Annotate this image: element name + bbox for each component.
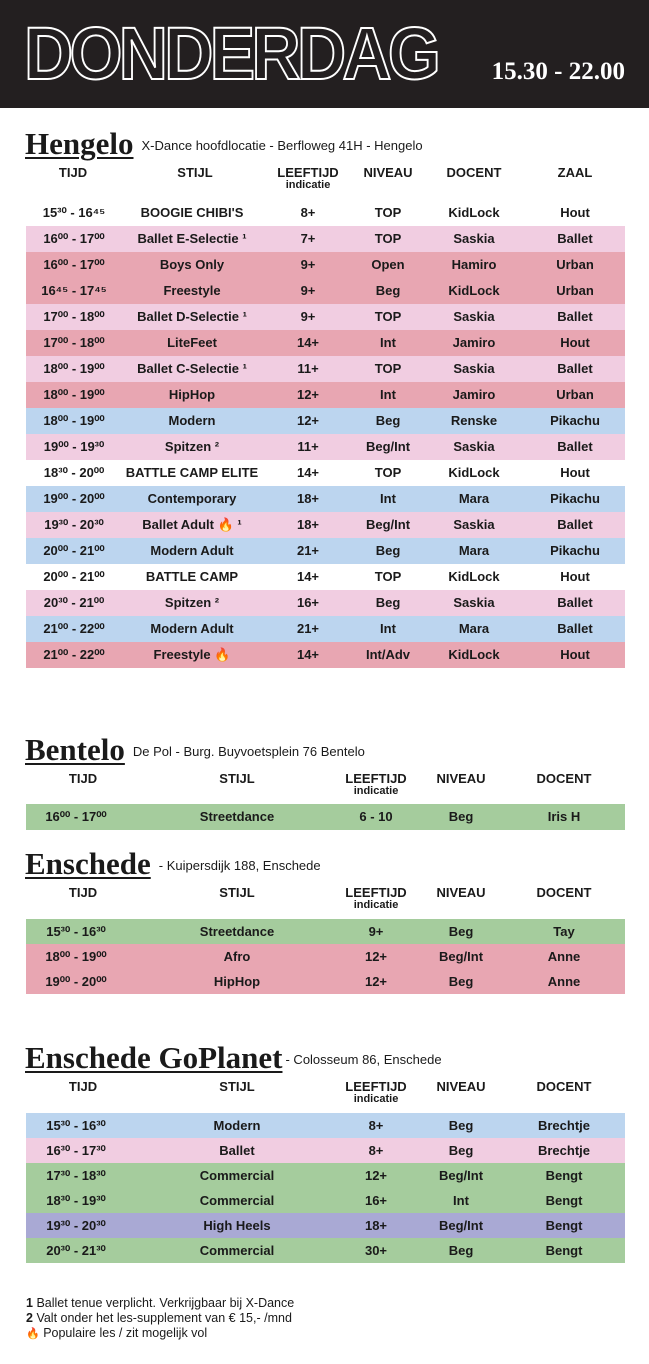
cell-tijd: 20³⁰ - 21³⁰ xyxy=(46,1243,106,1258)
cell-docent: KidLock xyxy=(448,283,500,298)
cell-niveau: Int/Adv xyxy=(365,647,411,662)
cell-zaal: Ballet xyxy=(557,309,593,324)
cell-tijd: 15³⁰ - 16⁴⁵ xyxy=(42,205,106,220)
cell-docent: Saskia xyxy=(453,361,495,376)
cell-niveau: TOP xyxy=(374,569,402,584)
time-range: 15.30 - 22.00 xyxy=(491,58,625,85)
table-row xyxy=(26,919,625,944)
table-row xyxy=(26,200,625,226)
cell-niveau: Beg xyxy=(448,1118,474,1133)
cell-tijd: 16³⁰ - 17³⁰ xyxy=(46,1143,106,1158)
flame-icon: 🔥 xyxy=(26,1328,40,1340)
col-header-leeftijd: LEEFTIJD indicatie xyxy=(345,1079,407,1105)
cell-leeftijd: 14+ xyxy=(296,465,320,480)
cell-leeftijd: 9+ xyxy=(300,283,316,298)
cell-leeftijd: 6 - 10 xyxy=(359,809,393,824)
cell-leeftijd: 21+ xyxy=(296,543,320,558)
cell-docent: Jamiro xyxy=(452,387,496,402)
city-title: Enschede GoPlanet - Colosseum 86, Enschede xyxy=(25,1040,442,1075)
cell-leeftijd: 21+ xyxy=(296,621,320,636)
cell-stijl: Modern Adult xyxy=(150,543,234,558)
cell-zaal: Ballet xyxy=(557,621,593,636)
cell-niveau: TOP xyxy=(374,231,402,246)
table-row xyxy=(26,408,625,434)
col-header-stijl: STIJL xyxy=(177,165,213,180)
city-title: Hengelo X-Dance hoofdlocatie - Berfloweg 41H - Hengelo xyxy=(25,126,423,161)
cell-niveau: Beg xyxy=(375,595,401,610)
col-header-leeftijd: LEEFTIJD indicatie xyxy=(345,771,407,797)
cell-docent: Saskia xyxy=(453,309,495,324)
day-title: DONDERDAG xyxy=(24,12,438,95)
cell-leeftijd: 7+ xyxy=(300,231,316,246)
cell-niveau: Beg/Int xyxy=(438,1218,484,1233)
cell-niveau: Int xyxy=(380,491,396,506)
cell-docent: Tay xyxy=(553,924,575,939)
table-row xyxy=(26,1238,625,1263)
cell-tijd: 19⁰⁰ - 19³⁰ xyxy=(43,439,105,454)
cell-leeftijd: 18+ xyxy=(364,1218,388,1233)
cell-niveau: Beg xyxy=(448,924,474,939)
col-header-stijl: STIJL xyxy=(219,885,255,900)
cell-tijd: 17³⁰ - 18³⁰ xyxy=(46,1168,106,1183)
table-row xyxy=(26,1163,625,1188)
cell-leeftijd: 11+ xyxy=(297,439,319,454)
location-text: De Pol - Burg. Buyvoetsplein 76 Bentelo xyxy=(132,744,365,759)
cell-docent: Mara xyxy=(458,621,490,636)
table-row xyxy=(26,969,625,994)
cell-tijd: 18⁰⁰ - 19⁰⁰ xyxy=(43,387,105,402)
cell-tijd: 16⁰⁰ - 17⁰⁰ xyxy=(45,809,107,824)
col-header-stijl: STIJL xyxy=(219,1079,255,1094)
cell-leeftijd: 9+ xyxy=(300,309,316,324)
table-row xyxy=(26,642,625,668)
table-row xyxy=(26,944,625,969)
cell-tijd: 17⁰⁰ - 18⁰⁰ xyxy=(43,335,105,350)
cell-zaal: Ballet xyxy=(557,517,593,532)
cell-tijd: 18⁰⁰ - 19⁰⁰ xyxy=(43,361,105,376)
cell-tijd: 15³⁰ - 16³⁰ xyxy=(46,1118,106,1133)
cell-leeftijd: 11+ xyxy=(297,361,319,376)
cell-stijl: Spitzen ² xyxy=(164,439,220,454)
cell-tijd: 19⁰⁰ - 20⁰⁰ xyxy=(43,491,105,506)
cell-niveau: Open xyxy=(371,257,405,272)
location-text: X-Dance hoofdlocatie - Berfloweg 41H - Hengelo xyxy=(141,138,423,153)
col-header-niveau: NIVEAU xyxy=(363,165,413,180)
cell-stijl: HipHop xyxy=(168,387,216,402)
cell-leeftijd: 16+ xyxy=(296,595,320,610)
col-header-niveau: NIVEAU xyxy=(436,885,486,900)
cell-stijl: BATTLE CAMP xyxy=(145,569,239,584)
cell-docent: Jamiro xyxy=(452,335,496,350)
cell-zaal: Ballet xyxy=(557,439,593,454)
table-row xyxy=(26,356,625,382)
cell-zaal: Pikachu xyxy=(550,543,600,558)
cell-docent: Saskia xyxy=(453,231,495,246)
cell-tijd: 18⁰⁰ - 19⁰⁰ xyxy=(43,413,105,428)
cell-niveau: Beg/Int xyxy=(365,439,411,454)
col-header-zaal: ZAAL xyxy=(557,165,593,180)
cell-niveau: Beg xyxy=(448,809,474,824)
cell-tijd: 16⁴⁵ - 17⁴⁵ xyxy=(41,283,107,298)
cell-niveau: Beg xyxy=(448,1143,474,1158)
cell-stijl: Streetdance xyxy=(199,809,275,824)
cell-docent: Mara xyxy=(458,491,490,506)
cell-stijl: HipHop xyxy=(213,974,261,989)
cell-tijd: 18³⁰ - 19³⁰ xyxy=(46,1193,106,1208)
cell-niveau: Int xyxy=(453,1193,469,1208)
cell-zaal: Pikachu xyxy=(550,413,600,428)
city-title: Bentelo De Pol - Burg. Buyvoetsplein 76 Bentelo xyxy=(25,732,365,767)
cell-niveau: TOP xyxy=(374,361,402,376)
table-row xyxy=(26,512,625,538)
cell-zaal: Pikachu xyxy=(550,491,600,506)
col-header-tijd: TIJD xyxy=(68,771,98,786)
table-row xyxy=(26,278,625,304)
cell-docent: Saskia xyxy=(453,439,495,454)
cell-docent: Mara xyxy=(458,543,490,558)
col-header-tijd: TIJD xyxy=(68,1079,98,1094)
cell-tijd: 17⁰⁰ - 18⁰⁰ xyxy=(43,309,105,324)
cell-niveau: Beg xyxy=(375,543,401,558)
city-title: Enschede - Kuipersdijk 188, Enschede xyxy=(25,846,321,881)
table-row xyxy=(26,564,625,590)
col-header-docent: DOCENT xyxy=(446,165,502,180)
cell-docent: KidLock xyxy=(448,647,500,662)
cell-docent: Hamiro xyxy=(451,257,497,272)
table-row xyxy=(26,226,625,252)
cell-zaal: Hout xyxy=(560,465,590,480)
cell-zaal: Urban xyxy=(556,257,594,272)
cell-docent: Saskia xyxy=(453,595,495,610)
cell-stijl: Streetdance xyxy=(199,924,275,939)
cell-tijd: 15³⁰ - 16³⁰ xyxy=(46,924,106,939)
cell-leeftijd: 14+ xyxy=(296,569,320,584)
table-row xyxy=(26,590,625,616)
cell-niveau: Int xyxy=(380,335,396,350)
table-row xyxy=(26,434,625,460)
cell-tijd: 20³⁰ - 21⁰⁰ xyxy=(43,595,105,610)
cell-niveau: Beg xyxy=(448,1243,474,1258)
cell-tijd: 16⁰⁰ - 17⁰⁰ xyxy=(43,257,105,272)
cell-docent: Bengt xyxy=(545,1243,583,1258)
cell-docent: Saskia xyxy=(453,517,495,532)
cell-stijl: BATTLE CAMP ELITE xyxy=(125,465,259,480)
cell-docent: Iris H xyxy=(547,809,581,824)
cell-niveau: Int xyxy=(380,387,396,402)
table-row xyxy=(26,538,625,564)
cell-stijl: Freestyle 🔥 xyxy=(153,647,231,662)
col-header-leeftijd: LEEFTIJD indicatie xyxy=(277,165,339,191)
col-header-tijd: TIJD xyxy=(68,885,98,900)
cell-niveau: TOP xyxy=(374,309,402,324)
cell-zaal: Hout xyxy=(560,647,590,662)
footnote-2: 2 Valt onder het les-supplement van € 15,- /mnd xyxy=(26,1311,292,1325)
cell-docent: Bengt xyxy=(545,1193,583,1208)
cell-zaal: Hout xyxy=(560,569,590,584)
cell-docent: Brechtje xyxy=(537,1118,591,1133)
col-header-niveau: NIVEAU xyxy=(436,771,486,786)
cell-stijl: Contemporary xyxy=(147,491,237,506)
cell-niveau: Beg/Int xyxy=(365,517,411,532)
cell-stijl: Ballet xyxy=(219,1143,255,1158)
section-hengelo xyxy=(0,0,649,680)
cell-stijl: Ballet E-Selectie ¹ xyxy=(137,231,247,246)
cell-niveau: Beg/Int xyxy=(438,949,484,964)
table-row xyxy=(26,304,625,330)
cell-stijl: Modern xyxy=(168,413,216,428)
cell-docent: Renske xyxy=(450,413,498,428)
cell-leeftijd: 14+ xyxy=(296,647,320,662)
cell-docent: KidLock xyxy=(448,465,500,480)
col-header-docent: DOCENT xyxy=(536,885,592,900)
cell-zaal: Ballet xyxy=(557,361,593,376)
table-row xyxy=(26,616,625,642)
cell-tijd: 21⁰⁰ - 22⁰⁰ xyxy=(43,647,105,662)
table-row xyxy=(26,460,625,486)
cell-niveau: Int xyxy=(380,621,396,636)
cell-tijd: 19³⁰ - 20³⁰ xyxy=(44,517,104,532)
table-row xyxy=(26,1188,625,1213)
cell-stijl: Modern xyxy=(213,1118,261,1133)
location-text: - Kuipersdijk 188, Enschede xyxy=(158,858,321,873)
flame-icon: 🔥 xyxy=(217,517,234,532)
cell-docent: KidLock xyxy=(448,205,500,220)
cell-tijd: 18³⁰ - 20⁰⁰ xyxy=(43,465,105,480)
cell-leeftijd: 16+ xyxy=(364,1193,388,1208)
footnote-popular: 🔥 Populaire les / zit mogelijk vol xyxy=(26,1326,208,1340)
table-row xyxy=(26,1138,625,1163)
cell-tijd: 19⁰⁰ - 20⁰⁰ xyxy=(45,974,107,989)
cell-zaal: Ballet xyxy=(557,595,593,610)
cell-tijd: 19³⁰ - 20³⁰ xyxy=(46,1218,106,1233)
cell-stijl: BOOGIE CHIBI'S xyxy=(140,205,244,220)
cell-leeftijd: 14+ xyxy=(296,335,320,350)
flame-icon: 🔥 xyxy=(214,647,231,662)
cell-zaal: Hout xyxy=(560,205,590,220)
cell-leeftijd: 12+ xyxy=(296,387,320,402)
table-row xyxy=(26,804,625,830)
footnote-1: 1 Ballet tenue verplicht. Verkrijgbaar bij X-Dance xyxy=(26,1296,295,1310)
col-header-docent: DOCENT xyxy=(536,1079,592,1094)
cell-stijl: Commercial xyxy=(199,1243,275,1258)
col-header-tijd: TIJD xyxy=(58,165,88,180)
col-header-docent: DOCENT xyxy=(536,771,592,786)
cell-stijl: LiteFeet xyxy=(167,335,217,350)
cell-stijl: Freestyle xyxy=(163,283,221,298)
cell-leeftijd: 12+ xyxy=(364,974,388,989)
cell-stijl: Commercial xyxy=(199,1168,275,1183)
cell-stijl: Boys Only xyxy=(159,257,225,272)
cell-docent: Anne xyxy=(547,974,581,989)
col-header-leeftijd: LEEFTIJD indicatie xyxy=(345,885,407,911)
cell-stijl: Spitzen ² xyxy=(164,595,220,610)
table-row xyxy=(26,330,625,356)
cell-tijd: 16⁰⁰ - 17⁰⁰ xyxy=(43,231,105,246)
cell-leeftijd: 8+ xyxy=(300,205,316,220)
cell-niveau: TOP xyxy=(374,465,402,480)
location-text: - Colosseum 86, Enschede xyxy=(285,1052,442,1067)
cell-stijl: Ballet C-Selectie ¹ xyxy=(137,361,247,376)
cell-leeftijd: 18+ xyxy=(296,491,320,506)
cell-zaal: Urban xyxy=(556,387,594,402)
cell-niveau: Beg xyxy=(448,974,474,989)
col-header-stijl: STIJL xyxy=(219,771,255,786)
cell-niveau: TOP xyxy=(374,205,402,220)
cell-docent: Brechtje xyxy=(537,1143,591,1158)
footnotes xyxy=(26,1296,294,1342)
cell-niveau: Beg/Int xyxy=(438,1168,484,1183)
table-row xyxy=(26,252,625,278)
col-header-niveau: NIVEAU xyxy=(436,1079,486,1094)
cell-stijl: Ballet D-Selectie ¹ xyxy=(137,309,247,324)
cell-leeftijd: 30+ xyxy=(364,1243,388,1258)
cell-leeftijd: 8+ xyxy=(368,1143,384,1158)
cell-tijd: 18⁰⁰ - 19⁰⁰ xyxy=(45,949,107,964)
cell-stijl: High Heels xyxy=(203,1218,271,1233)
table-row xyxy=(26,1213,625,1238)
cell-stijl: Commercial xyxy=(199,1193,275,1208)
cell-tijd: 20⁰⁰ - 21⁰⁰ xyxy=(43,569,105,584)
cell-tijd: 21⁰⁰ - 22⁰⁰ xyxy=(43,621,105,636)
cell-leeftijd: 8+ xyxy=(368,1118,384,1133)
cell-docent: KidLock xyxy=(448,569,500,584)
cell-niveau: Beg xyxy=(375,413,401,428)
cell-docent: Bengt xyxy=(545,1168,583,1183)
cell-leeftijd: 12+ xyxy=(364,949,388,964)
cell-leeftijd: 9+ xyxy=(368,924,384,939)
cell-zaal: Urban xyxy=(556,283,594,298)
cell-stijl: Ballet Adult 🔥 ¹ xyxy=(142,517,242,532)
cell-docent: Anne xyxy=(547,949,581,964)
table-row xyxy=(26,486,625,512)
cell-stijl: Afro xyxy=(223,949,251,964)
table-row xyxy=(26,382,625,408)
cell-leeftijd: 9+ xyxy=(300,257,316,272)
cell-leeftijd: 12+ xyxy=(296,413,320,428)
cell-zaal: Ballet xyxy=(557,231,593,246)
cell-leeftijd: 18+ xyxy=(296,517,320,532)
cell-zaal: Hout xyxy=(560,335,590,350)
cell-docent: Bengt xyxy=(545,1218,583,1233)
cell-leeftijd: 12+ xyxy=(364,1168,388,1183)
cell-niveau: Beg xyxy=(375,283,401,298)
table-row xyxy=(26,1113,625,1138)
cell-stijl: Modern Adult xyxy=(150,621,234,636)
cell-tijd: 20⁰⁰ - 21⁰⁰ xyxy=(43,543,105,558)
